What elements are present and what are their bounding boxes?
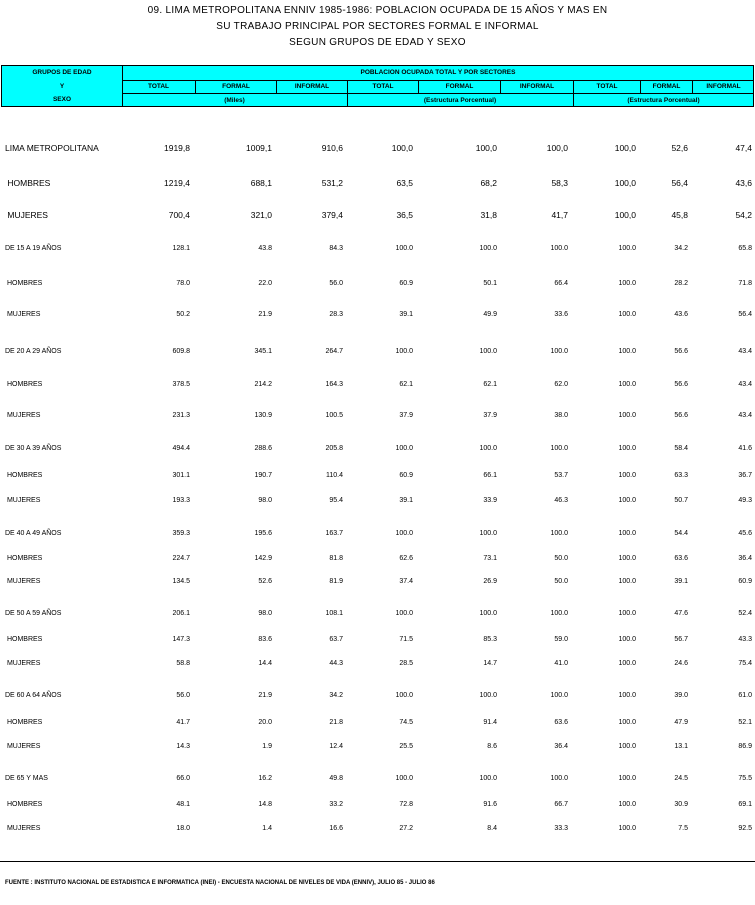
table-cell: 49.8 [329, 775, 343, 782]
table-cell: 147.3 [172, 636, 190, 643]
table-row [0, 530, 755, 542]
table-cell: 43.4 [738, 381, 752, 388]
table-cell: 21.9 [258, 692, 272, 699]
table-cell: 494.4 [172, 445, 190, 452]
column-header: TOTAL [147, 83, 170, 90]
table-cell: 100.0 [618, 660, 636, 667]
table-cell: 52.4 [738, 610, 752, 617]
table-cell: 100.0 [618, 825, 636, 832]
table-cell: 100,0 [614, 210, 636, 220]
table-cell: 56.0 [176, 692, 190, 699]
table-cell: 379,4 [321, 210, 343, 220]
table-cell: 100.0 [550, 245, 568, 252]
table-cell: 1009,1 [246, 143, 272, 153]
table-cell: 14.7 [483, 660, 497, 667]
table-cell: 100.0 [395, 245, 413, 252]
table-cell: 100.0 [550, 445, 568, 452]
table-cell: 54,2 [735, 210, 752, 220]
table-cell: 81.8 [329, 555, 343, 562]
table-cell: 31,8 [480, 210, 497, 220]
table-cell: 100.0 [395, 775, 413, 782]
table-cell: 100.0 [479, 610, 497, 617]
table-cell: 50.7 [674, 497, 688, 504]
table-cell: 91.4 [483, 719, 497, 726]
title-line-2: SU TRABAJO PRINCIPAL POR SECTORES FORMAL E INFORMAL [216, 21, 539, 32]
table-cell: 16.6 [329, 825, 343, 832]
table-cell: 56.0 [329, 280, 343, 287]
table-cell: 100.0 [618, 348, 636, 355]
table-cell: 41.0 [554, 660, 568, 667]
table-cell: 47.9 [674, 719, 688, 726]
table-cell: 1.4 [262, 825, 272, 832]
row-label: MUJERES [5, 210, 48, 220]
table-cell: 22.0 [258, 280, 272, 287]
column-header: INFORMAL [276, 81, 347, 93]
table-cell: 359.3 [172, 530, 190, 537]
table-cell: 1.9 [262, 743, 272, 750]
table-cell: 13.1 [674, 743, 688, 750]
table-cell: 100.0 [395, 445, 413, 452]
table-cell: 46.3 [554, 497, 568, 504]
table-cell: 345.1 [254, 348, 272, 355]
table-cell: 21.9 [258, 311, 272, 318]
table-cell: 36.7 [738, 472, 752, 479]
table-cell: 100.0 [618, 445, 636, 452]
source-note: FUENTE : INSTITUTO NACIONAL DE ESTADISTICA E INFORMATICA (INEI) - ENCUESTA NACIONAL DE NIVELES DE VIDA (ENNIV), JULIO 85 - JULIO 86 [5, 880, 435, 886]
table-cell: 100.0 [395, 348, 413, 355]
column-header: FORMAL [195, 81, 276, 93]
table-row [0, 311, 755, 323]
table-cell: 8.6 [487, 743, 497, 750]
row-label: HOMBRES [5, 178, 51, 188]
table-cell: 206.1 [172, 610, 190, 617]
table-cell: 33.6 [554, 311, 568, 318]
table-row [0, 210, 755, 222]
table-cell: 62.1 [483, 381, 497, 388]
table-cell: 100,0 [546, 143, 568, 153]
table-cell: 43.8 [258, 245, 272, 252]
table-cell: 100.0 [618, 497, 636, 504]
table-cell: 47.6 [674, 610, 688, 617]
table-cell: 56,4 [671, 178, 688, 188]
table-row [0, 245, 755, 257]
table-cell: 56.6 [674, 381, 688, 388]
row-label: HOMBRES [5, 636, 43, 643]
table-cell: 50.1 [483, 280, 497, 287]
table-cell: 61.0 [738, 692, 752, 699]
table-cell: 14.3 [176, 743, 190, 750]
row-label: MUJERES [5, 578, 41, 585]
table-row [0, 412, 755, 424]
table-cell: 52.6 [258, 578, 272, 585]
row-label: HOMBRES [5, 280, 43, 287]
table-cell: 21.8 [329, 719, 343, 726]
table-cell: 100.0 [618, 412, 636, 419]
table-cell: 100.0 [618, 578, 636, 585]
table-cell: 205.8 [325, 445, 343, 452]
row-label: MUJERES [5, 743, 41, 750]
table-cell: 100.0 [479, 445, 497, 452]
table-cell: 264.7 [325, 348, 343, 355]
table-cell: 63.6 [674, 555, 688, 562]
table-cell: 92.5 [738, 825, 752, 832]
table-row [0, 636, 755, 648]
table-cell: 63.6 [554, 719, 568, 726]
table-cell: 37.9 [483, 412, 497, 419]
table-cell: 128.1 [172, 245, 190, 252]
table-cell: 62.0 [554, 381, 568, 388]
table-cell: 190.7 [254, 472, 272, 479]
table-cell: 100.0 [479, 245, 497, 252]
table-cell: 7.5 [678, 825, 688, 832]
table-cell: 134.5 [172, 578, 190, 585]
table-cell: 108.1 [325, 610, 343, 617]
table-cell: 100.0 [479, 692, 497, 699]
table-cell: 25.5 [399, 743, 413, 750]
table-row [0, 825, 755, 837]
table-cell: 58.4 [674, 445, 688, 452]
column-header: FORMAL [418, 81, 500, 93]
table-row [0, 660, 755, 672]
table-cell: 100.0 [618, 530, 636, 537]
table-cell: 100.5 [325, 412, 343, 419]
table-cell: 50.0 [554, 578, 568, 585]
table-cell: 26.9 [483, 578, 497, 585]
table-cell: 62.6 [399, 555, 413, 562]
title-line-1: 09. LIMA METROPOLITANA ENNIV 1985-1986: POBLACION OCUPADA DE 15 AÑOS Y MAS EN [147, 5, 608, 16]
table-header [1, 65, 754, 107]
table-row [0, 692, 755, 704]
row-label: HOMBRES [5, 555, 43, 562]
table-row [0, 555, 755, 567]
table-cell: 301.1 [172, 472, 190, 479]
table-cell: 72.8 [399, 801, 413, 808]
table-cell: 164.3 [325, 381, 343, 388]
table-cell: 50.2 [176, 311, 190, 318]
table-cell: 49.3 [738, 497, 752, 504]
table-cell: 288.6 [254, 445, 272, 452]
row-label: DE 15 A 19 AÑOS [5, 245, 62, 252]
table-row [0, 578, 755, 590]
table-cell: 231.3 [172, 412, 190, 419]
table-cell: 49.9 [483, 311, 497, 318]
row-label: HOMBRES [5, 719, 43, 726]
row-label: HOMBRES [5, 472, 43, 479]
table-cell: 43,6 [735, 178, 752, 188]
table-cell: 34.2 [674, 245, 688, 252]
table-cell: 8.4 [487, 825, 497, 832]
table-cell: 130.9 [254, 412, 272, 419]
column-header: INFORMAL [692, 81, 754, 93]
table-cell: 60.9 [738, 578, 752, 585]
table-cell: 43.4 [738, 348, 752, 355]
table-cell: 98.0 [258, 497, 272, 504]
table-cell: 142.9 [254, 555, 272, 562]
table-cell: 100.0 [395, 692, 413, 699]
table-cell: 100.0 [618, 692, 636, 699]
table-cell: 74.5 [399, 719, 413, 726]
table-cell: 100.0 [395, 530, 413, 537]
table-cell: 39.1 [399, 311, 413, 318]
table-cell: 43.6 [674, 311, 688, 318]
table-cell: 52.1 [738, 719, 752, 726]
table-cell: 36.4 [738, 555, 752, 562]
row-label: HOMBRES [5, 381, 43, 388]
table-cell: 24.5 [674, 775, 688, 782]
table-cell: 62.1 [399, 381, 413, 388]
row-label: MUJERES [5, 412, 41, 419]
table-cell: 75.4 [738, 660, 752, 667]
table-cell: 16.2 [258, 775, 272, 782]
table-cell: 100,0 [391, 143, 413, 153]
table-row [0, 381, 755, 393]
table-cell: 28.5 [399, 660, 413, 667]
table-cell: 100.0 [618, 610, 636, 617]
table-cell: 56.4 [738, 311, 752, 318]
table-cell: 50.0 [554, 555, 568, 562]
table-cell: 100.0 [618, 743, 636, 750]
row-label: MUJERES [5, 660, 41, 667]
table-cell: 33.2 [329, 801, 343, 808]
table-cell: 36,5 [396, 210, 413, 220]
table-row [0, 743, 755, 755]
table-row [0, 280, 755, 292]
row-label: DE 65 Y MAS [5, 775, 48, 782]
row-label: DE 50 A 59 AÑOS [5, 610, 62, 617]
row-label: MUJERES [5, 497, 41, 504]
table-cell: 78.0 [176, 280, 190, 287]
row-label: DE 40 A 49 AÑOS [5, 530, 62, 537]
table-cell: 910,6 [321, 143, 343, 153]
table-cell: 609.8 [172, 348, 190, 355]
table-cell: 18.0 [176, 825, 190, 832]
table-row [0, 610, 755, 622]
row-label-header-1: GRUPOS DE EDAD [32, 69, 92, 76]
row-label: MUJERES [5, 825, 41, 832]
table-cell: 60.9 [399, 472, 413, 479]
table-cell: 56.7 [674, 636, 688, 643]
table-cell: 65.8 [738, 245, 752, 252]
table-cell: 38.0 [554, 412, 568, 419]
table-cell: 98.0 [258, 610, 272, 617]
table-cell: 100,0 [475, 143, 497, 153]
row-label-header-3: SEXO [52, 96, 72, 103]
table-cell: 100,0 [614, 143, 636, 153]
table-cell: 1919,8 [164, 143, 190, 153]
table-row [0, 472, 755, 484]
table-row [0, 775, 755, 787]
table-cell: 100.0 [618, 555, 636, 562]
table-cell: 63.7 [329, 636, 343, 643]
unit-label: (Miles) [224, 97, 245, 104]
table-cell: 41.7 [176, 719, 190, 726]
table-cell: 163.7 [325, 530, 343, 537]
row-label-header-2: Y [59, 83, 65, 90]
table-cell: 20.0 [258, 719, 272, 726]
footer-divider [0, 861, 755, 862]
table-row [0, 348, 755, 360]
row-label: DE 60 A 64 AÑOS [5, 692, 62, 699]
table-cell: 100.0 [618, 280, 636, 287]
table-cell: 378.5 [172, 381, 190, 388]
table-cell: 1219,4 [164, 178, 190, 188]
table-cell: 71.5 [399, 636, 413, 643]
table-cell: 39.1 [674, 578, 688, 585]
table-cell: 83.6 [258, 636, 272, 643]
row-label: MUJERES [5, 311, 41, 318]
table-cell: 100.0 [479, 775, 497, 782]
table-cell: 33.9 [483, 497, 497, 504]
table-cell: 41.6 [738, 445, 752, 452]
table-cell: 100.0 [479, 348, 497, 355]
table-cell: 81.9 [329, 578, 343, 585]
table-cell: 84.3 [329, 245, 343, 252]
table-cell: 69.1 [738, 801, 752, 808]
unit-label: (Estructura Porcentual) [627, 97, 700, 104]
table-cell: 43.3 [738, 636, 752, 643]
table-cell: 66.7 [554, 801, 568, 808]
table-cell: 56.6 [674, 348, 688, 355]
column-header: TOTAL [573, 81, 640, 93]
table-row [0, 143, 755, 155]
table-cell: 193.3 [172, 497, 190, 504]
table-cell: 100.0 [618, 801, 636, 808]
table-cell: 73.1 [483, 555, 497, 562]
table-cell: 321,0 [250, 210, 272, 220]
table-cell: 91.6 [483, 801, 497, 808]
divider [122, 93, 754, 94]
table-cell: 39.1 [399, 497, 413, 504]
table-row [0, 445, 755, 457]
row-label: HOMBRES [5, 801, 43, 808]
table-cell: 53.7 [554, 472, 568, 479]
row-label: DE 30 A 39 AÑOS [5, 445, 62, 452]
table-cell: 86.9 [738, 743, 752, 750]
table-cell: 71.8 [738, 280, 752, 287]
table-cell: 43.4 [738, 412, 752, 419]
table-cell: 54.4 [674, 530, 688, 537]
table-cell: 33.3 [554, 825, 568, 832]
table-cell: 28.3 [329, 311, 343, 318]
table-cell: 37.4 [399, 578, 413, 585]
group-title: POBLACION OCUPADA TOTAL Y POR SECTORES [360, 69, 516, 76]
table-cell: 100.0 [479, 530, 497, 537]
table-cell: 100.0 [618, 472, 636, 479]
table-cell: 63.3 [674, 472, 688, 479]
table-cell: 27.2 [399, 825, 413, 832]
table-cell: 34.2 [329, 692, 343, 699]
table-cell: 195.6 [254, 530, 272, 537]
table-cell: 85.3 [483, 636, 497, 643]
table-cell: 58.8 [176, 660, 190, 667]
column-header: INFORMAL [500, 81, 573, 93]
table-cell: 52,6 [671, 143, 688, 153]
table-cell: 45,8 [671, 210, 688, 220]
table-cell: 12.4 [329, 743, 343, 750]
table-cell: 100.0 [618, 775, 636, 782]
table-cell: 110.4 [326, 472, 343, 479]
table-row [0, 178, 755, 190]
table-cell: 100.0 [550, 530, 568, 537]
table-cell: 224.7 [172, 555, 190, 562]
table-cell: 28.2 [674, 280, 688, 287]
table-cell: 37.9 [399, 412, 413, 419]
table-cell: 58,3 [551, 178, 568, 188]
table-cell: 75.5 [738, 775, 752, 782]
table-cell: 100.0 [550, 610, 568, 617]
table-cell: 41,7 [551, 210, 568, 220]
table-cell: 14.4 [258, 660, 272, 667]
table-cell: 700,4 [168, 210, 190, 220]
table-cell: 45.6 [738, 530, 752, 537]
table-cell: 24.6 [674, 660, 688, 667]
column-header: FORMAL [640, 81, 692, 93]
table-cell: 100.0 [550, 348, 568, 355]
table-cell: 66.0 [176, 775, 190, 782]
table-cell: 100.0 [618, 719, 636, 726]
table-cell: 60.9 [399, 280, 413, 287]
table-cell: 63,5 [396, 178, 413, 188]
table-cell: 30.9 [674, 801, 688, 808]
table-cell: 36.4 [554, 743, 568, 750]
title-line-3: SEGUN GRUPOS DE EDAD Y SEXO [289, 37, 466, 48]
table-cell: 39.0 [674, 692, 688, 699]
table-row [0, 801, 755, 813]
table-cell: 531,2 [321, 178, 343, 188]
table-cell: 100.0 [550, 692, 568, 699]
table-row [0, 719, 755, 731]
row-label: LIMA METROPOLITANA [5, 143, 99, 153]
table-cell: 100.0 [395, 610, 413, 617]
table-cell: 95.4 [329, 497, 343, 504]
table-cell: 14.8 [258, 801, 272, 808]
table-cell: 100.0 [618, 636, 636, 643]
table-cell: 56.6 [674, 412, 688, 419]
table-cell: 59.0 [554, 636, 568, 643]
table-cell: 66.1 [483, 472, 497, 479]
table-cell: 66.4 [554, 280, 568, 287]
table-cell: 100,0 [614, 178, 636, 188]
table-cell: 688,1 [250, 178, 272, 188]
unit-label: (Estructura Porcentual) [423, 97, 497, 104]
table-cell: 68,2 [480, 178, 497, 188]
table-cell: 47,4 [735, 143, 752, 153]
table-cell: 44.3 [329, 660, 343, 667]
table-cell: 100.0 [618, 381, 636, 388]
row-label: DE 20 A 29 AÑOS [5, 348, 62, 355]
column-header: TOTAL [347, 81, 418, 93]
table-cell: 214.2 [254, 381, 272, 388]
table-cell: 100.0 [550, 775, 568, 782]
table-cell: 100.0 [618, 245, 636, 252]
table-row [0, 497, 755, 509]
table-cell: 48.1 [176, 801, 190, 808]
table-cell: 100.0 [618, 311, 636, 318]
